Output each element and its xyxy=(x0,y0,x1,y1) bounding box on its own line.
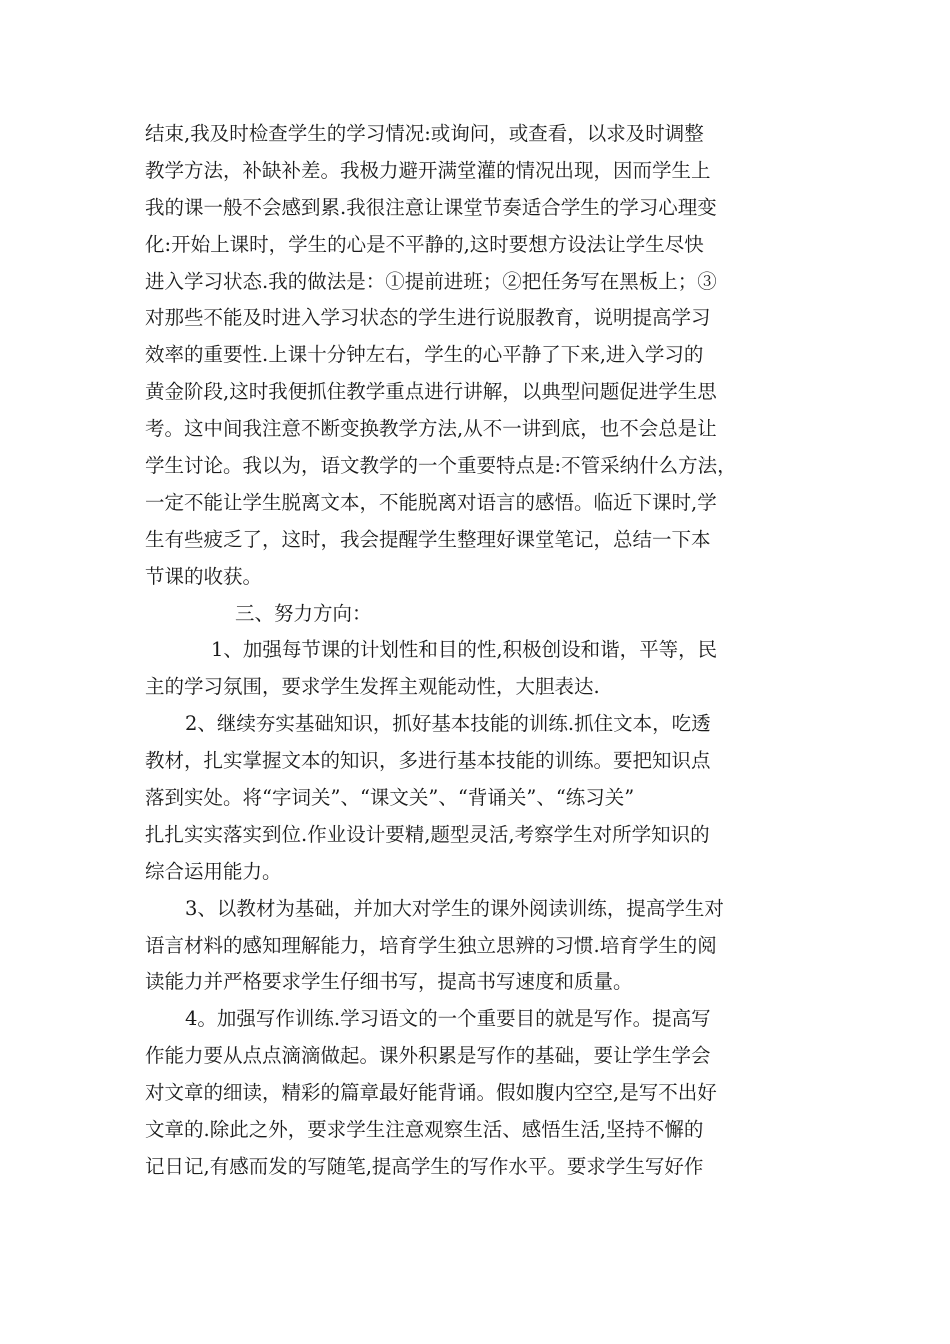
text-line: 文章的.除此之外，要求学生注意观察生活、感悟生活,坚持不懈的 xyxy=(145,1118,704,1142)
text-line: 化:开始上课时，学生的心是不平静的,这时要想方设法让学生尽快 xyxy=(145,232,704,256)
text-line: 教学方法，补缺补差。我极力避开满堂灌的情况出现，因而学生上 xyxy=(145,158,711,182)
text-line: 结束,我及时检查学生的学习情况:或询问，或查看，以求及时调整 xyxy=(145,122,704,145)
text-line: 教材，扎实掌握文本的知识，多进行基本技能的训练。要把知识点 xyxy=(145,749,711,773)
text-line: 作能力要从点点滴滴做起。课外积累是写作的基础，要让学生学会 xyxy=(145,1044,711,1068)
text-line: 落到实处。将“字词关”、“课文关”、“背诵关”、“练习关” xyxy=(145,786,635,810)
text-line: 一定不能让学生脱离文本，不能脱离对语言的感悟。临近下课时,学 xyxy=(145,490,717,514)
text-line: 记日记,有感而发的写随笔,提高学生的写作水平。要求学生写好作 xyxy=(145,1154,704,1178)
text-line: 进入学习状态.我的做法是：①提前进班；②把任务写在黑板上；③ xyxy=(145,269,717,293)
text-line: 学生讨论。我以为，语文教学的一个重要特点是:不管采纳什么方法， xyxy=(145,454,737,478)
text-line: 主的学习氛围，要求学生发挥主观能动性，大胆表达. xyxy=(145,675,600,699)
text-line: 对文章的细读，精彩的篇章最好能背诵。假如腹内空空,是写不出好 xyxy=(145,1081,717,1105)
list-item-3-start: 3、以教材为基础，并加大对学生的课外阅读训练，提高学生对 xyxy=(185,896,724,920)
section-heading: 三、努力方向： xyxy=(235,601,372,625)
text-line: 语言材料的感知理解能力，培育学生独立思辨的习惯.培育学生的阅 xyxy=(145,933,717,957)
text-line: 效率的重要性.上课十分钟左右，学生的心平静了下来,进入学习的 xyxy=(145,343,704,367)
text-line: 黄金阶段,这时我便抓住教学重点进行讲解，以典型问题促进学生思 xyxy=(145,380,717,404)
list-item-2-start: 2、继续夯实基础知识，抓好基本技能的训练.抓住文本，吃透 xyxy=(185,712,711,736)
text-line: 读能力并严格要求学生仔细书写，提高书写速度和质量。 xyxy=(145,970,633,994)
text-line: 对那些不能及时进入学习状态的学生进行说服教育，说明提高学习 xyxy=(145,306,711,330)
list-item-4-start: 4。加强写作训练.学习语文的一个重要目的就是写作。提高写 xyxy=(185,1007,711,1031)
body-text xyxy=(145,116,825,1186)
text-line: 节课的收获。 xyxy=(145,564,263,588)
list-item-1-start: 1、加强每节课的计划性和目的性,积极创设和谐，平等，民 xyxy=(211,638,718,662)
text-line: 考。这中间我注意不断变换教学方法,从不一讲到底，也不会总是让 xyxy=(145,417,717,441)
text-line: 生有些疲乏了，这时，我会提醒学生整理好课堂笔记，总结一下本 xyxy=(145,527,711,551)
text-line: 我的课一般不会感到累.我很注意让课堂节奏适合学生的学习心理变 xyxy=(145,195,717,219)
text-line: 扎扎实实落实到位.作业设计要精,题型灵活,考察学生对所学知识的 xyxy=(145,822,710,846)
text-line: 综合运用能力。 xyxy=(145,859,282,883)
